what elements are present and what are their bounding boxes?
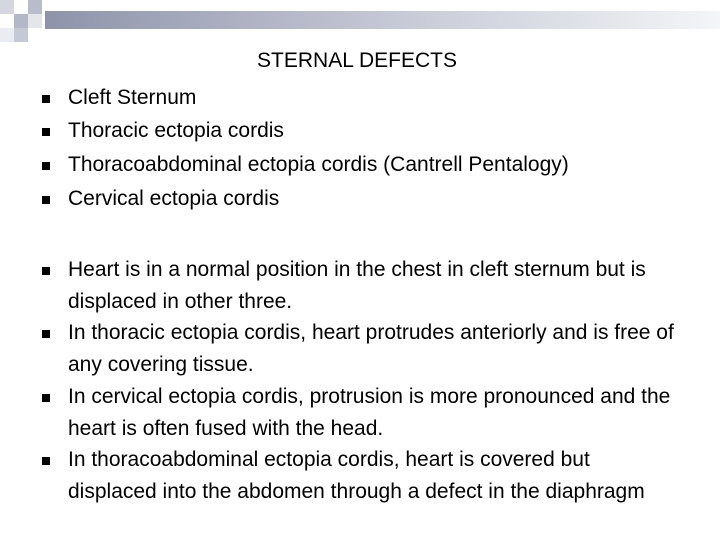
corner-squares-decoration (0, 0, 42, 42)
header-gradient-bar (45, 11, 720, 29)
list-item-text: Heart is in a normal position in the chest in cleft sternum but is displaced in other three. (68, 258, 646, 313)
square-bullet-icon (42, 196, 50, 204)
square-bullet-icon (42, 162, 50, 170)
list-item-text: Thoracoabdominal ectopia cordis (Cantrell Pentalogy) (68, 153, 569, 176)
square-bullet-icon (42, 267, 50, 275)
square-bullet-icon (42, 394, 50, 402)
list-item-text: Cervical ectopia cordis (68, 187, 280, 210)
list-item-text: Cleft Sternum (68, 86, 197, 109)
square-bullet-icon (42, 457, 50, 465)
list-item-text: In thoracic ectopia cordis, heart protrudes anteriorly and is free of any covering tissue. (68, 321, 674, 376)
list-item-text: In thoracoabdominal ectopia cordis, heart is covered but displaced into the abdomen through a defect in the diaphragm (68, 448, 645, 503)
header-decoration (0, 0, 720, 50)
slide-title (0, 49, 720, 73)
square-bullet-icon (42, 95, 50, 103)
square-bullet-icon (42, 330, 50, 338)
list-item-text: Thoracic ectopia cordis (68, 119, 284, 142)
slide-title-text: STERNAL DEFECTS (257, 49, 457, 72)
list-item-text: In cervical ectopia cordis, protrusion is more pronounced and the heart is often fused with the head. (68, 385, 671, 440)
square-bullet-icon (42, 128, 50, 136)
